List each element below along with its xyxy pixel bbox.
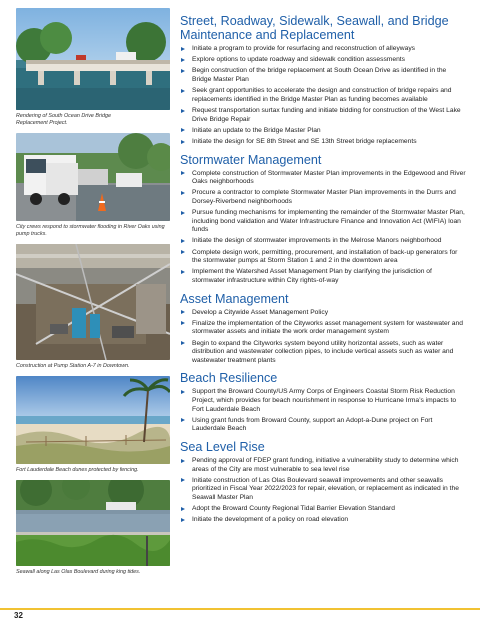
- list-item: [180, 249, 466, 266]
- list-item-text: Initiate the design for SE 8th Street and SE 13th Street bridge replacements: [192, 137, 417, 145]
- bullet-list: [180, 388, 466, 434]
- list-item-text: Initiate a program to provide for resurfacing and reconstruction of alleyways: [192, 45, 416, 52]
- list-item-text: Seek grant opportunities to accelerate the design and construction of bridge repairs and replacements identified in the Bridge Master Plan as funding becomes available: [192, 87, 452, 103]
- bullet-triangle-icon: [181, 89, 185, 93]
- section-title-line: Maintenance and Replacement: [180, 28, 355, 42]
- list-item: [180, 320, 466, 337]
- seawall-photo: [16, 480, 170, 566]
- list-item: [180, 237, 466, 246]
- section-title: Stormwater Management: [180, 152, 322, 167]
- bullet-triangle-icon: [181, 270, 185, 274]
- section-title: Beach Resilience: [180, 371, 278, 386]
- bullet-triangle-icon: [181, 47, 185, 51]
- list-item-text: Initiate the design of stormwater improvements in the Melrose Manors neighborhood: [192, 237, 442, 245]
- pump-station-photo: [16, 244, 170, 360]
- list-item: [180, 309, 466, 318]
- page-number: 32: [14, 611, 23, 620]
- list-item: [180, 388, 466, 414]
- section-title: Asset Management: [180, 291, 289, 306]
- list-item-text: Implement the Watershed Asset Management Plan by clarifying the jurisdiction of stormwater infrastructure within City rights-of-way: [192, 268, 432, 284]
- bullet-triangle-icon: [181, 69, 185, 73]
- bullet-list: [180, 309, 466, 366]
- bullet-triangle-icon: [181, 128, 185, 132]
- bullet-triangle-icon: [181, 341, 185, 345]
- bullet-triangle-icon: [181, 250, 185, 254]
- list-item: [180, 209, 466, 235]
- section-stormwater: [180, 153, 466, 286]
- photo-caption: Rendering of South Ocean Drive Bridge Replacement Project.: [16, 113, 111, 126]
- bullet-triangle-icon: [181, 211, 185, 215]
- photo-caption: City crews respond to stormwater flooding in River Oaks using pump trucks.: [16, 224, 165, 237]
- list-item-text: Initiate an update to the Bridge Master Plan: [192, 126, 321, 134]
- bullet-triangle-icon: [181, 390, 185, 394]
- list-item: [180, 67, 466, 84]
- list-item: [180, 170, 466, 187]
- list-item-text: Complete construction of Stormwater Master Plan improvements in the Edgewood and River Oaks neighborhoods: [192, 169, 466, 186]
- section-title: Sea Level Rise: [180, 439, 265, 454]
- list-item-text: Request transportation surtax funding and initiate bidding for construction of the West Lake Drive Bridge Repair: [192, 106, 461, 123]
- content-column: [180, 14, 466, 531]
- bullet-triangle-icon: [181, 518, 185, 522]
- bullet-triangle-icon: [181, 58, 185, 62]
- list-item-text: Pursue funding mechanisms for implementing the remainder of the Stormwater Master Plan, including bond validation and Water Infrastructure Finance and Innovation Act (WIFIA) loan funds: [192, 209, 465, 234]
- list-item: [180, 417, 466, 434]
- list-item: [180, 268, 466, 285]
- list-item: [180, 87, 466, 104]
- section-beach-resilience: [180, 371, 466, 434]
- bullet-triangle-icon: [181, 140, 185, 144]
- list-item-text: Initiate the development of a policy on road elevation: [192, 516, 349, 524]
- beach-dunes-photo: [16, 376, 170, 464]
- bullet-triangle-icon: [181, 459, 185, 463]
- list-item-text: Pending approval of FDEP grant funding, initiative a vulnerability study to determine which areas of the City are most vulnerable to sea level rise: [192, 456, 459, 473]
- bullet-triangle-icon: [181, 191, 185, 195]
- list-item-text: Explore options to update roadway and sidewalk condition assessments: [192, 56, 406, 64]
- list-item-text: Support the Broward County/US Army Corps of Engineers Coastal Storm Risk Reduction Project, which provides for beach nourishment in response to Hurricane Irma’s impacts to Fort Lauderdale Beach: [192, 388, 457, 413]
- list-item: [180, 505, 466, 514]
- bullet-triangle-icon: [181, 239, 185, 243]
- list-item-text: Develop a Citywide Asset Management Policy: [192, 308, 329, 316]
- list-item-text: Begin construction of the bridge replacement at South Ocean Drive as identified in the Bridge Master Plan: [192, 67, 447, 83]
- bullet-triangle-icon: [181, 321, 185, 325]
- bullet-list: [180, 170, 466, 286]
- list-item: [180, 107, 466, 124]
- section-street-roadway: [180, 14, 466, 147]
- bullet-triangle-icon: [181, 109, 185, 113]
- bullet-triangle-icon: [181, 310, 185, 314]
- bullet-triangle-icon: [181, 478, 185, 482]
- bullet-triangle-icon: [181, 418, 185, 422]
- list-item-text: Finalize the implementation of the Cityworks asset management system for wastewater and stormwater assets and initiate the work order management system: [192, 319, 463, 336]
- list-item: [180, 457, 466, 474]
- list-item-text: Complete design work, permitting, procurement, and installation of back-up generators for the stormwater pumps at Storm Station 1 and 2 in the downtown area: [192, 248, 458, 265]
- list-item: [180, 516, 466, 525]
- list-item-text: Initiate construction of Las Olas Boulevard seawall improvements and other seawalls prioritized in Fiscal Year 2022/2023 for repair, elevation, or replacement as indicated in the Seawall Master Plan: [192, 476, 459, 501]
- list-item: [180, 189, 466, 206]
- list-item: [180, 45, 466, 54]
- section-asset-management: [180, 292, 466, 366]
- bullet-list: [180, 457, 466, 525]
- bridge-rendering-photo: [16, 8, 170, 110]
- section-sea-level-rise: [180, 440, 466, 525]
- bullet-triangle-icon: [181, 171, 185, 175]
- photo-column: [16, 8, 170, 576]
- photo-caption: Construction at Pump Station A-7 in Downtown.: [16, 363, 130, 369]
- section-title: [180, 14, 466, 42]
- section-title-line: Street, Roadway, Sidewalk, Seawall, and Bridge: [180, 14, 449, 28]
- bullet-triangle-icon: [181, 507, 185, 511]
- photo-caption: Fort Lauderdale Beach dunes protected by fencing.: [16, 467, 139, 473]
- list-item-text: Begin to expand the Cityworks system beyond utility horizontal assets, such as water distribution and wastewater collection pipes, to include vertical assets such as water and wastewater treatment plants: [192, 339, 454, 364]
- list-item-text: Using grant funds from Broward County, support an Adopt-a-Dune project on Fort Lauderdale Beach: [192, 416, 433, 433]
- list-item-text: Adopt the Broward County Regional Tidal Barrier Elevation Standard: [192, 505, 395, 513]
- list-item: [180, 56, 466, 65]
- bullet-list: [180, 45, 466, 147]
- photo-caption: Seawall along Las Olas Boulevard during king tides.: [16, 569, 141, 575]
- list-item: [180, 340, 466, 366]
- footer-rule: [0, 608, 480, 624]
- list-item: [180, 138, 466, 147]
- pump-truck-photo: [16, 133, 170, 221]
- list-item: [180, 477, 466, 503]
- list-item-text: Procure a contractor to complete Stormwater Master Plan improvements in the Durrs and Dorsey-Riverbend neighborhoods: [192, 189, 456, 205]
- list-item: [180, 127, 466, 136]
